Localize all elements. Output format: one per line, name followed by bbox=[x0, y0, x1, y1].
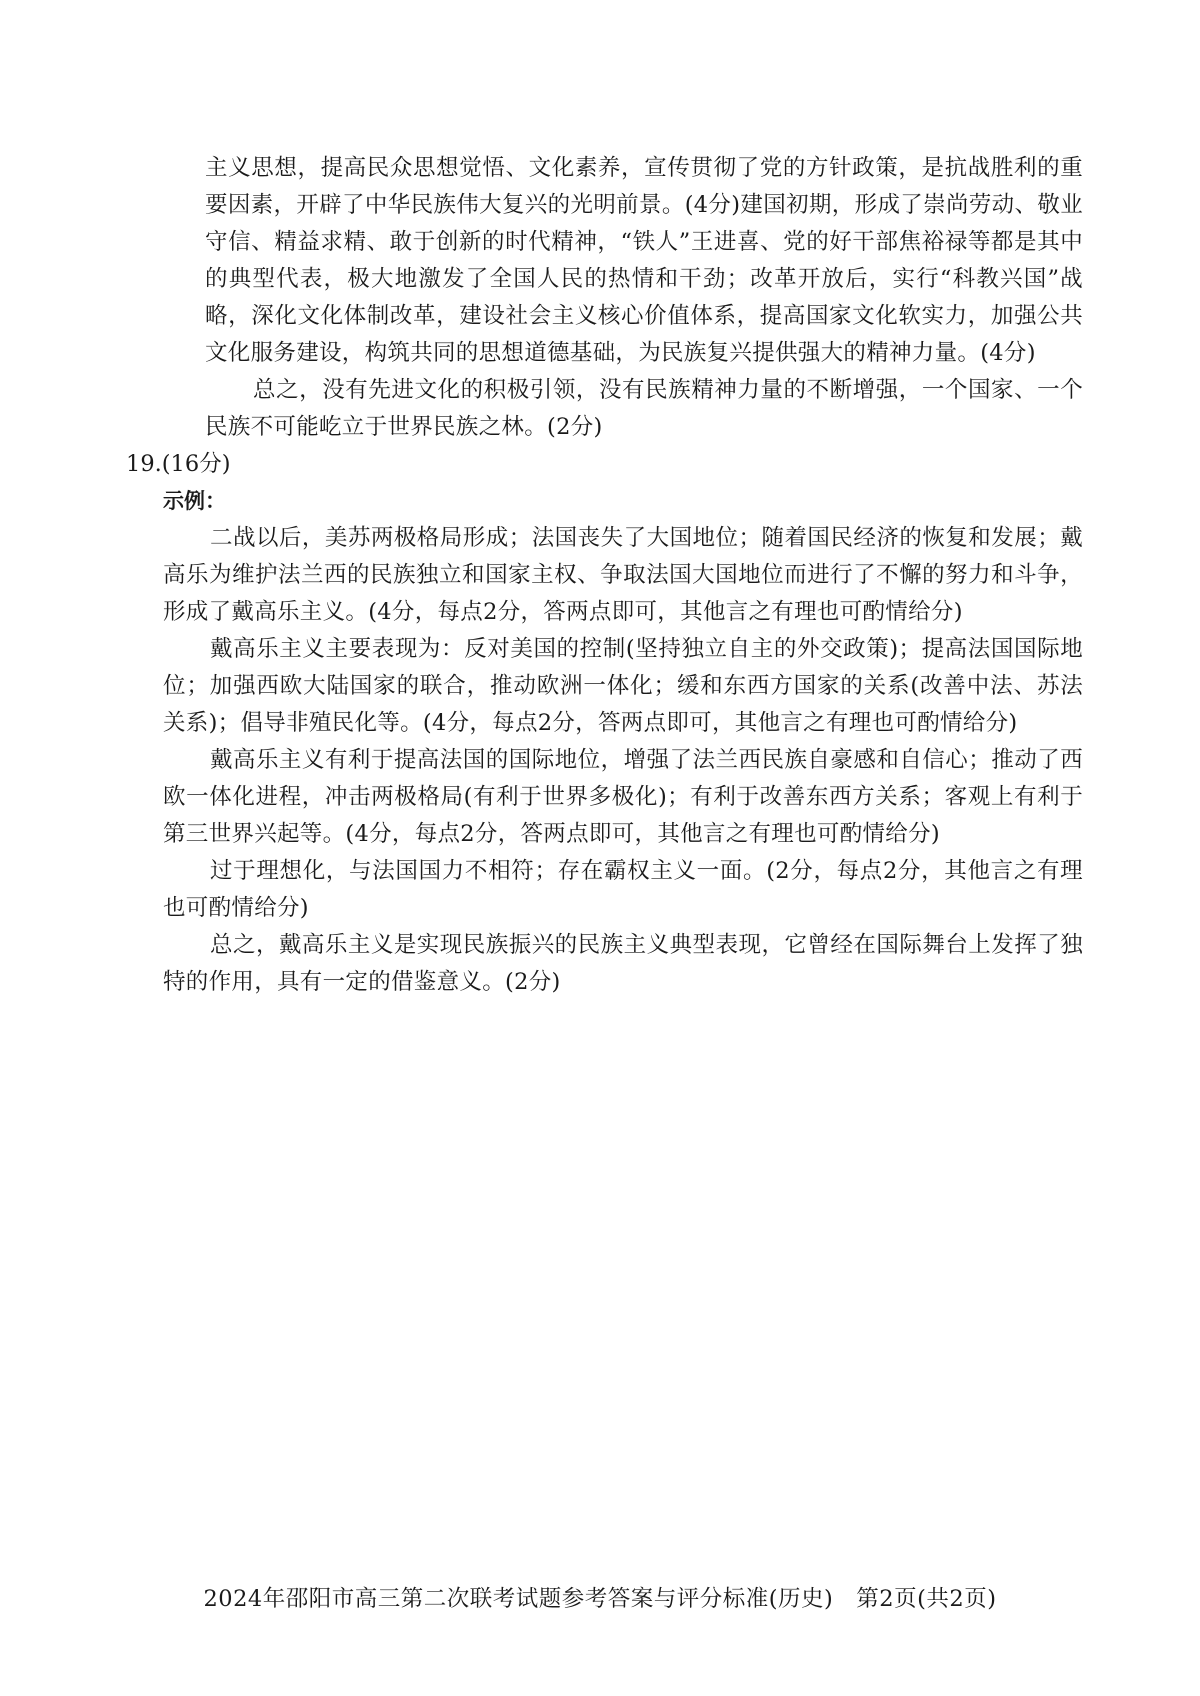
q19-paragraph-influence: 戴高乐主义有利于提高法国的国际地位，增强了法兰西民族自豪感和自信心；推动了西欧一体化进程，冲击两极格局(有利于世界多极化)；有利于改善东西方关系；客观上有利于第三世界兴起等。(4分，每点2分，答两点即可，其他言之有理也可酌情给分) bbox=[163, 747, 1083, 847]
q19-paragraph-background: 二战以后，美苏两极格局形成；法国丧失了大国地位；随着国民经济的恢复和发展；戴高乐为维护法兰西的民族独立和国家主权、争取法国大国地位而进行了不懈的努力和斗争，形成了戴高乐主义。(4分，每点2分，答两点即可，其他言之有理也可酌情给分) bbox=[163, 525, 1083, 625]
q19-paragraph-conclusion: 总之，戴高乐主义是实现民族振兴的民族主义典型表现，它曾经在国际舞台上发挥了独特的作用，具有一定的借鉴意义。(2分) bbox=[163, 932, 1083, 995]
example-label: 示例： bbox=[163, 489, 226, 513]
q18-conclusion-paragraph: 总之，没有先进文化的积极引领，没有民族精神力量的不断增强，一个国家、一个民族不可能屹立于世界民族之林。(2分) bbox=[205, 377, 1083, 440]
q19-paragraph-manifestations: 戴高乐主义主要表现为：反对美国的控制(坚持独立自主的外交政策)；提高法国国际地位；加强西欧大陆国家的联合，推动欧洲一体化；缓和东西方国家的关系(改善中法、苏法关系)；倡导非殖民化等。(4分，每点2分，答两点即可，其他言之有理也可酌情给分) bbox=[163, 636, 1083, 736]
page-body bbox=[126, 150, 1083, 1001]
page-footer: 2024年邵阳市高三第二次联考试题参考答案与评分标准(历史) 第2页(共2页) bbox=[203, 1586, 997, 1612]
question-19-number: 19.(16分) bbox=[126, 451, 231, 477]
q19-paragraph-limitations: 过于理想化，与法国国力不相符；存在霸权主义一面。(2分，每点2分，其他言之有理也可酌情给分) bbox=[163, 858, 1083, 921]
q18-continuation-paragraph: 主义思想，提高民众思想觉悟、文化素养，宣传贯彻了党的方针政策，是抗战胜利的重要因素，开辟了中华民族伟大复兴的光明前景。(4分)建国初期，形成了崇尚劳动、敬业守信、精益求精、敢于创新的时代精神，“铁人”王进喜、党的好干部焦裕禄等都是其中的典型代表，极大地激发了全国人民的热情和干劲；改革开放后，实行“科教兴国”战略，深化文化体制改革，建设社会主义核心价值体系，提高国家文化软实力，加强公共文化服务建设，构筑共同的思想道德基础，为民族复兴提供强大的精神力量。(4分) bbox=[205, 155, 1083, 366]
